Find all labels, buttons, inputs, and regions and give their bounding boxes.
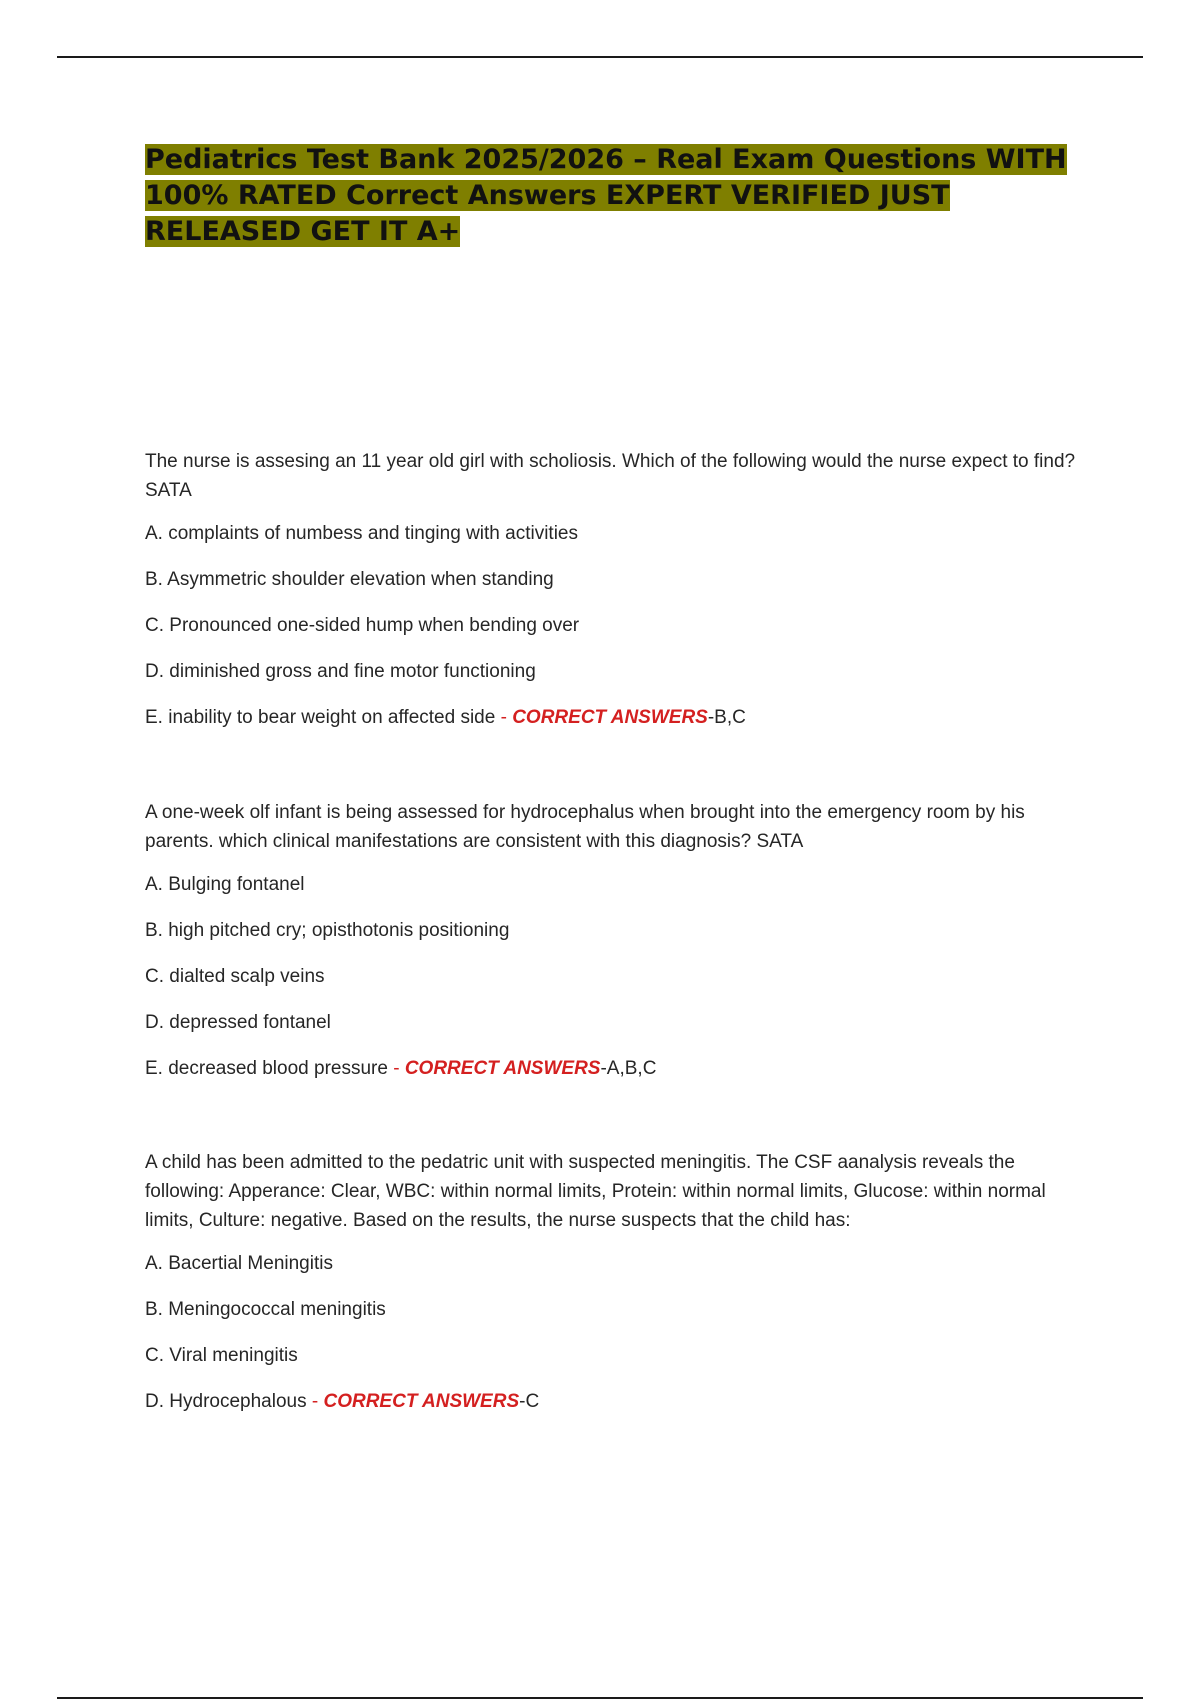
option-e: E. inability to bear weight on affected side	[145, 707, 496, 728]
option-e-with-answer: E. decreased blood pressure - CORRECT ANSWERS-A,B,C	[145, 1058, 657, 1079]
option-d: D. depressed fontanel	[145, 1012, 331, 1033]
correct-answers-label: CORRECT ANSWERS	[323, 1391, 520, 1412]
option-c: C. Viral meningitis	[145, 1345, 298, 1366]
title-highlight: Pediatrics Test Bank 2025/2026 – Real Exam Questions WITH 100% RATED Correct Answers EXPERT VERIFIED JUST RELEASED GET IT A+	[145, 144, 1067, 247]
correct-answer-value: C	[525, 1391, 540, 1412]
option-d: D. diminished gross and fine motor functioning	[145, 661, 536, 682]
question-stem: A child has been admitted to the pedatric unit with suspected meningitis. The CSF aanalysis reveals the following: Apperance: Clear, WBC: within normal limits, Protein: within normal limits, Glucose: within normal limits, Culture: negative. Based on the results, the nurse suspects that the child has:	[145, 1152, 1046, 1231]
correct-answer-value: B,C	[714, 707, 746, 728]
option-d: D. Hydrocephalous	[145, 1391, 307, 1412]
correct-answers-label: CORRECT ANSWERS	[404, 1058, 601, 1079]
document-title	[145, 142, 1105, 250]
question-stem: The nurse is assesing an 11 year old girl with scholiosis. Which of the following would the nurse expect to find? SATA	[145, 451, 1076, 501]
question-2	[145, 798, 1095, 1083]
option-e: E. decreased blood pressure	[145, 1058, 388, 1079]
question-stem: A one-week olf infant is being assessed for hydrocephalus when brought into the emergency room by his parents. which clinical manifestations are consistent with this diagnosis? SATA	[145, 802, 1025, 852]
top-rule	[57, 56, 1143, 58]
question-3	[145, 1148, 1095, 1416]
bottom-rule	[57, 1697, 1143, 1699]
option-d-with-answer: D. Hydrocephalous - CORRECT ANSWERS-C	[145, 1391, 540, 1412]
option-a: A. Bulging fontanel	[145, 874, 305, 895]
option-c: C. Pronounced one-sided hump when bending over	[145, 615, 580, 636]
option-b: B. Asymmetric shoulder elevation when standing	[145, 569, 554, 590]
option-c: C. dialted scalp veins	[145, 966, 325, 987]
option-e-with-answer: E. inability to bear weight on affected side - CORRECT ANSWERS-B,C	[145, 707, 746, 728]
option-b: B. Meningococcal meningitis	[145, 1299, 386, 1320]
correct-answer-value: A,B,C	[606, 1058, 657, 1079]
correct-answers-label: CORRECT ANSWERS	[512, 707, 708, 728]
option-a: A. complaints of numbess and tinging with activities	[145, 523, 578, 544]
option-a: A. Bacertial Meningitis	[145, 1253, 333, 1274]
question-1	[145, 447, 1095, 732]
option-b: B. high pitched cry; opisthotonis positioning	[145, 920, 510, 941]
